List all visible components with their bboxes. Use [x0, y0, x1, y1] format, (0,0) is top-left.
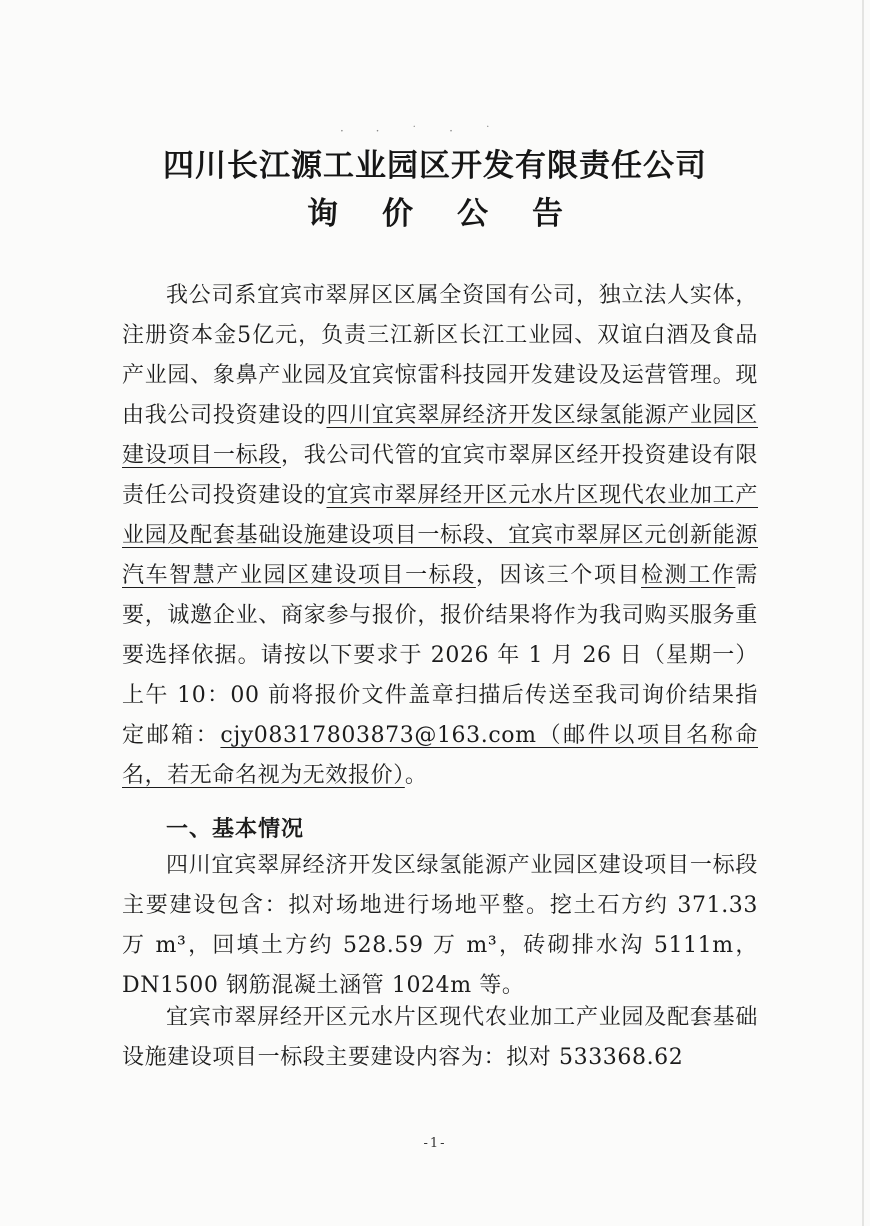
intro-text: 需要，诚邀企业、商家参与报价，报价结果将作为我司购买服务重要选择依据。请按以下要求于 2026 年 1 月 26 日（星期一）上午 10：00 前将报价文件盖章扫描后传送至我司询价结果指定邮箱： [122, 563, 758, 748]
intro-paragraph [122, 276, 758, 796]
work-type: 检测工作 [641, 563, 736, 588]
section-heading: 一、基本情况 [166, 817, 305, 842]
project-name-2: 宜宾市翠屏经开区元水片区现代农业加工产业园及配套基础设施建设项目一标段、宜宾市翠屏区元创新能源汽车智慧产业园区建设项目一标段 [122, 483, 758, 588]
title-char: 告 [532, 196, 563, 232]
scan-edge [862, 0, 864, 1226]
title-char: 询 [307, 196, 338, 232]
intro-text: ，我公司代管的宜宾市翠屏区经开投资建设有限责任公司投资建设的 [122, 443, 758, 508]
notice-title [0, 188, 870, 233]
project1-paragraph: 四川宜宾翠屏经济开发区绿氢能源产业园区建设项目一标段主要建设包含：拟对场地进行场地平整。挖土石方约 371.33 万 m³，回填土方约 528.59 万 m³，砖砌排水沟 5111m，DN1500 钢筋混凝土涵管 1024m 等。 [122, 853, 758, 998]
project-name-1: 四川宜宾翠屏经济开发区绿氢能源产业园区建设项目一标段 [122, 403, 758, 468]
title-char: 价 [382, 196, 413, 232]
company-title: 四川长江源工业园区开发有限责任公司 [163, 148, 707, 184]
intro-text: ，因该三个项目 [475, 563, 642, 588]
scan-specks: · · ˙ · ˙ [340, 124, 505, 138]
intro-text: 我公司系宜宾市翠屏区区属全资国有公司，独立法人实体，注册资本金5亿元，负责三江新区长江工业园、双谊白酒及食品产业园、象鼻产业园及宜宾惊雷科技园开发建设及运营管理。现由我公司投资建设的 [122, 283, 758, 428]
intro-text: 。 [404, 763, 428, 788]
project2-paragraph: 宜宾市翠屏经开区元水片区现代农业加工产业园及配套基础设施建设项目一标段主要建设内容为：拟对 533368.62 [122, 1005, 758, 1070]
page-number: -1- [423, 1136, 447, 1151]
title-char: 公 [457, 196, 488, 232]
email-link[interactable]: cjy08317803873@163.com（邮件以项目名称命名，若无命名视为无效报价） [122, 723, 758, 788]
